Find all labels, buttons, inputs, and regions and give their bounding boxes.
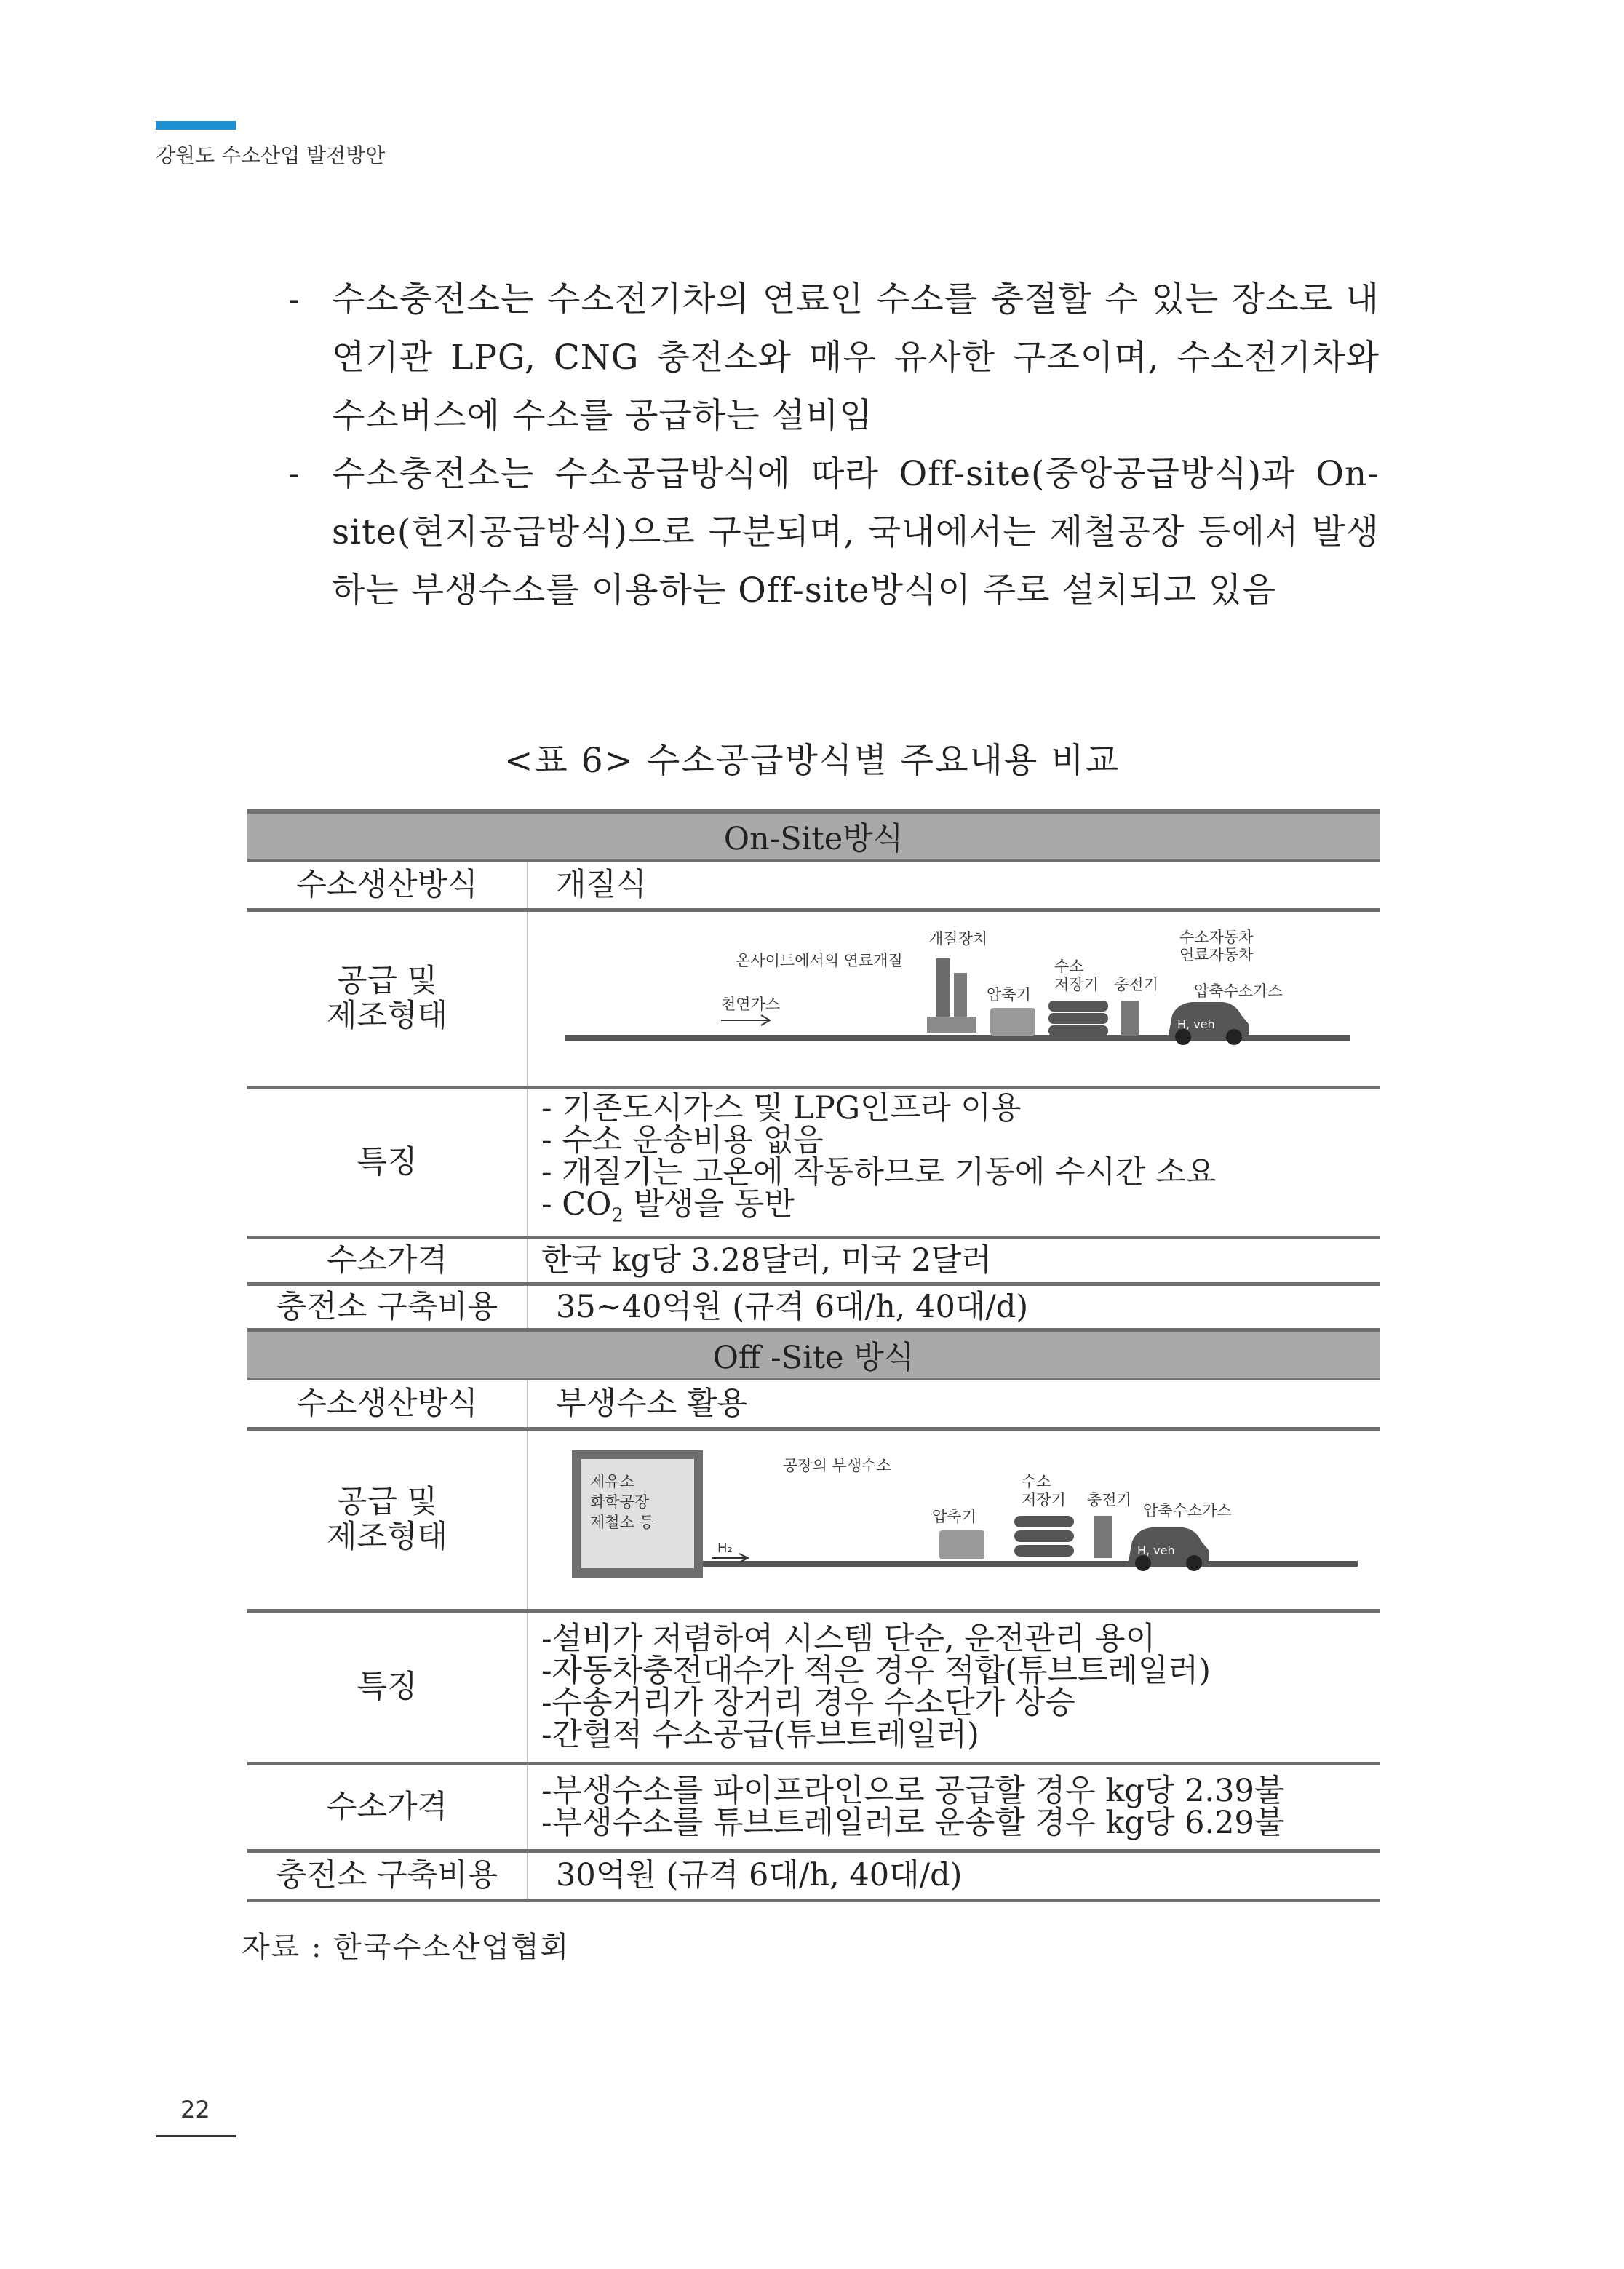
storage-tank xyxy=(1014,1516,1074,1527)
storage-label: 수소 xyxy=(1022,1473,1051,1490)
co2-subscript: 2 xyxy=(611,1204,624,1227)
offsite-diagram-cell xyxy=(528,1428,1380,1610)
onsite-diagram-cell xyxy=(528,910,1380,1087)
page-number-rule xyxy=(156,2135,236,2137)
dispenser-label: 충전기 xyxy=(1087,1491,1131,1509)
reformer-base xyxy=(927,1017,976,1033)
section-title: Off -Site 방식 xyxy=(247,1330,1380,1379)
storage-tank xyxy=(1048,1025,1108,1036)
row-label: 수소가격 xyxy=(247,1763,528,1851)
comparison-table xyxy=(247,809,1380,1902)
list-item: -부생수소를 튜브트레일러로 운송할 경우 kg당 6.29불 xyxy=(541,1805,1285,1841)
arrow-icon xyxy=(721,1015,770,1025)
row-value: 30억원 (규격 6대/h, 40대/d) xyxy=(528,1851,1380,1900)
bullet-dash: - xyxy=(288,454,300,494)
label-line: 공급 및 xyxy=(336,1484,438,1520)
row-value: 35~40억원 (규격 6대/h, 40대/d) xyxy=(556,1288,1029,1325)
diagram-caption: 온사이트에서의 연료개질 xyxy=(736,952,903,969)
dispenser-label: 충전기 xyxy=(1114,976,1158,993)
label-line: 제조형태 xyxy=(326,1519,448,1555)
compressor-label: 압축기 xyxy=(987,986,1031,1004)
car-label: H, veh xyxy=(1177,1017,1215,1031)
bullet-paragraph-1 xyxy=(288,271,1380,445)
plant-label: 제철소 등 xyxy=(590,1514,654,1531)
running-header: 강원도 수소산업 발전방안 xyxy=(156,143,386,167)
car-wheel xyxy=(1175,1029,1191,1045)
car-wheel xyxy=(1135,1555,1151,1571)
table-caption: <표 6> 수소공급방식별 주요내용 비교 xyxy=(503,741,1121,781)
page-number: 22 xyxy=(180,2096,210,2123)
list-item: - 기존도시가스 및 LPG인프라 이용 xyxy=(541,1090,1022,1127)
table-row xyxy=(247,860,1380,910)
row-value xyxy=(528,1763,1380,1851)
row-value: 개질식 xyxy=(528,860,1380,910)
plant-label: 제유소 xyxy=(590,1473,634,1490)
bullet-dash: - xyxy=(288,279,300,319)
row-label: 수소생산방식 xyxy=(247,1379,528,1428)
section-header-onsite xyxy=(247,811,1380,860)
section-header-offsite xyxy=(247,1330,1380,1379)
list-item xyxy=(541,1188,1380,1232)
storage-tank xyxy=(1014,1530,1074,1542)
row-label: 충전소 구축비용 xyxy=(247,1851,528,1900)
co2-prefix: - CO xyxy=(541,1186,612,1223)
paragraph-text: 수소충전소는 수소전기차의 연료인 수소를 충절할 수 있는 장소로 내연기관 LPG, CNG 충전소와 매우 유사한 구조이며, 수소전기차와 수소버스에 수소를 공급하는 설비임 xyxy=(332,279,1380,436)
paragraph-text: 수소충전소는 수소공급방식에 따라 Off-site(중앙공급방식)과 On-site(현지공급방식)으로 구분되며, 국내에서는 제철공장 등에서 발생하는 부생수소를 이용하는 Off-site방식이 주로 설치되고 있음 xyxy=(332,454,1380,611)
row-label: 충전소 구축비용 xyxy=(247,1284,528,1330)
row-label xyxy=(247,1428,528,1610)
storage-tank xyxy=(1048,1001,1108,1012)
table-row xyxy=(247,1379,1380,1428)
storage-label: 저장기 xyxy=(1054,976,1099,993)
dispenser-unit xyxy=(1121,1001,1139,1036)
header-accent-bar xyxy=(156,121,236,130)
list-item: -자동차충전대수가 적은 경우 적합(튜브트레일러) xyxy=(541,1653,1211,1689)
co2-suffix: 발생을 동반 xyxy=(623,1186,795,1223)
plant-label: 화학공장 xyxy=(590,1493,650,1511)
row-value xyxy=(528,1610,1380,1763)
table-row xyxy=(247,1763,1380,1851)
label-line: 제조형태 xyxy=(326,998,448,1034)
natural-gas-label: 천연가스 xyxy=(721,996,781,1013)
reformer-label: 개질장치 xyxy=(928,930,988,947)
table-row xyxy=(247,1087,1380,1237)
dispenser-unit xyxy=(1094,1516,1112,1558)
row-label xyxy=(247,910,528,1087)
table-row xyxy=(247,1851,1380,1900)
table-row xyxy=(247,1237,1380,1284)
list-item: -수송거리가 장거리 경우 수소단가 상승 xyxy=(541,1685,1075,1721)
label-line: 공급 및 xyxy=(336,963,438,999)
list-item: - 수소 운송비용 없음 xyxy=(541,1122,824,1159)
vehicle-label: 연료자동차 xyxy=(1179,946,1254,963)
storage-label: 저장기 xyxy=(1022,1491,1066,1509)
car-label: H, veh xyxy=(1137,1543,1175,1557)
car-wheel xyxy=(1186,1555,1202,1571)
h2-label: H₂ xyxy=(717,1541,733,1556)
section-title: On-Site방식 xyxy=(247,811,1380,860)
row-value: 부생수소 활용 xyxy=(528,1379,1380,1428)
storage-tank xyxy=(1014,1545,1074,1557)
diagram-caption: 공장의 부생수소 xyxy=(783,1457,891,1474)
compressor-unit xyxy=(990,1008,1035,1036)
row-label: 특징 xyxy=(247,1610,528,1763)
compressor-label: 압축기 xyxy=(932,1508,976,1525)
compressed-gas-label: 압축수소가스 xyxy=(1194,982,1283,1000)
storage-tank xyxy=(1048,1013,1108,1024)
list-item: -부생수소를 파이프라인으로 공급할 경우 kg당 2.39불 xyxy=(541,1773,1285,1809)
table-row xyxy=(247,1284,1380,1330)
vehicle-label: 수소자동차 xyxy=(1179,929,1254,946)
row-value xyxy=(528,1087,1380,1237)
onsite-supply-diagram xyxy=(557,915,1358,1082)
list-item: -설비가 저렴하여 시스템 단순, 운전관리 용이 xyxy=(541,1621,1156,1657)
table-row xyxy=(247,910,1380,1087)
bullet-paragraph-2 xyxy=(288,445,1380,620)
pipeline xyxy=(601,1561,1358,1567)
list-item: -간헐적 수소공급(튜브트레일러) xyxy=(541,1717,979,1753)
list-item: - 개질기는 고온에 작동하므로 기동에 수시간 소요 xyxy=(541,1154,1217,1191)
storage-label: 수소 xyxy=(1054,958,1084,975)
row-label: 수소생산방식 xyxy=(247,860,528,910)
offsite-supply-diagram xyxy=(557,1436,1358,1603)
compressed-gas-label: 압축수소가스 xyxy=(1143,1502,1232,1519)
row-value: 한국 kg당 3.28달러, 미국 2달러 xyxy=(528,1237,1380,1284)
table-row xyxy=(247,1428,1380,1610)
table-source: 자료 : 한국수소산업협회 xyxy=(242,1931,570,1964)
car-wheel xyxy=(1226,1029,1242,1045)
row-label: 수소가격 xyxy=(247,1237,528,1284)
table-row xyxy=(247,1610,1380,1763)
row-label: 특징 xyxy=(247,1087,528,1237)
compressor-unit xyxy=(939,1530,984,1559)
